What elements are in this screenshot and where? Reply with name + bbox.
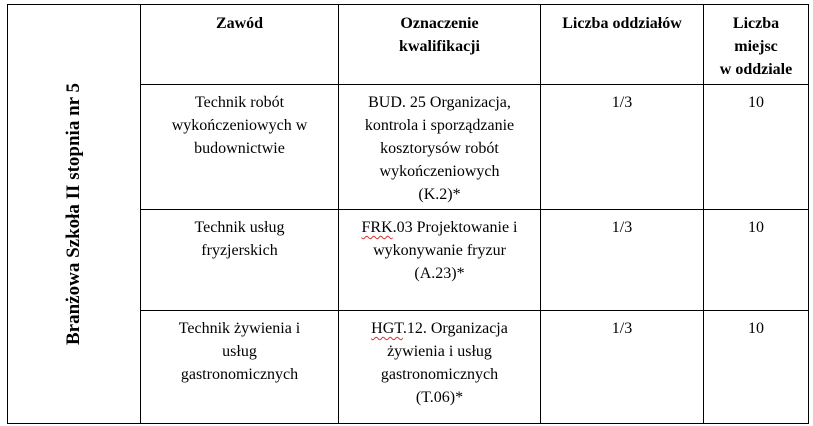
zawod-line: budownictwie [194,140,285,157]
header-oznaczenie-line: Oznaczenie [400,15,479,32]
kwalifikacja-line: kontrola i sporządzanie [364,117,515,134]
zawod-line: wykończeniowych w [171,117,308,134]
kwalifikacja-line: kosztorysów robót [380,140,499,157]
zawod-line: gastronomicznych [180,366,299,383]
kwalifikacja-text: 25 Organizacja, [405,94,511,111]
header-miejsc-line: w oddziale [719,61,793,78]
oddzialy-value: 1/3 [611,219,633,236]
kwalifikacja-line: (T.06)* [415,389,464,406]
kwalifikacja-line: wykonywanie fryzur [373,242,506,259]
qualification-code: BUD. [368,94,406,111]
oddzialy-cell [541,210,704,311]
kwalifikacja-text: .12. Organizacja [402,320,508,337]
header-liczba-miejsc [704,5,809,85]
zawod-line: Technik żywienia i [178,320,301,337]
zawod-line: Technik usług [194,219,285,236]
header-zawod-label: Zawód [215,15,264,32]
school-offer-table [7,4,809,424]
header-row [8,5,809,85]
oddzialy-value: 1/3 [611,94,633,111]
header-oznaczenie-line: kwalifikacji [399,38,480,55]
qualification-code: HGT [371,320,403,337]
zawod-cell [141,311,339,424]
header-zawod [141,5,339,85]
kwalifikacja-line: (A.23)* [414,265,465,282]
kwalifikacja-first-line [339,216,540,239]
kwalifikacja-first-line [339,91,540,114]
miejsca-value: 10 [748,320,764,337]
header-liczba-oddzialow-label: Liczba oddziałów [562,15,682,32]
kwalifikacja-cell [339,210,541,311]
kwalifikacja-text: .03 Projektowanie i [392,219,518,236]
header-miejsc-line: Liczba [732,15,780,32]
header-miejsc-line: miejsc [734,38,778,55]
kwalifikacja-cell [339,311,541,424]
oddzialy-value: 1/3 [611,320,633,337]
qualification-code: FRK [361,219,393,236]
zawod-cell [141,210,339,311]
miejsca-value: 10 [748,94,764,111]
school-name-cell [8,5,141,424]
oddzialy-cell [541,85,704,210]
zawod-line: fryzjerskich [201,242,278,259]
kwalifikacja-line: żywienia i usług [387,343,492,360]
school-name: Branżowa Szkoła II stopnia nr 5 [63,82,84,346]
kwalifikacja-cell [339,85,541,210]
zawod-line: usług [222,343,257,360]
miejsca-cell [704,311,809,424]
header-oznaczenie [339,5,541,85]
zawod-cell [141,85,339,210]
oddzialy-cell [541,311,704,424]
kwalifikacja-line: (K.2)* [418,186,461,203]
kwalifikacja-line: gastronomicznych [380,366,499,383]
miejsca-cell [704,210,809,311]
kwalifikacja-first-line [339,317,540,340]
miejsca-value: 10 [748,219,764,236]
kwalifikacja-line: wykończeniowych [379,163,500,180]
zawod-line: Technik robót [194,94,285,111]
header-liczba-oddzialow [541,5,704,85]
miejsca-cell [704,85,809,210]
